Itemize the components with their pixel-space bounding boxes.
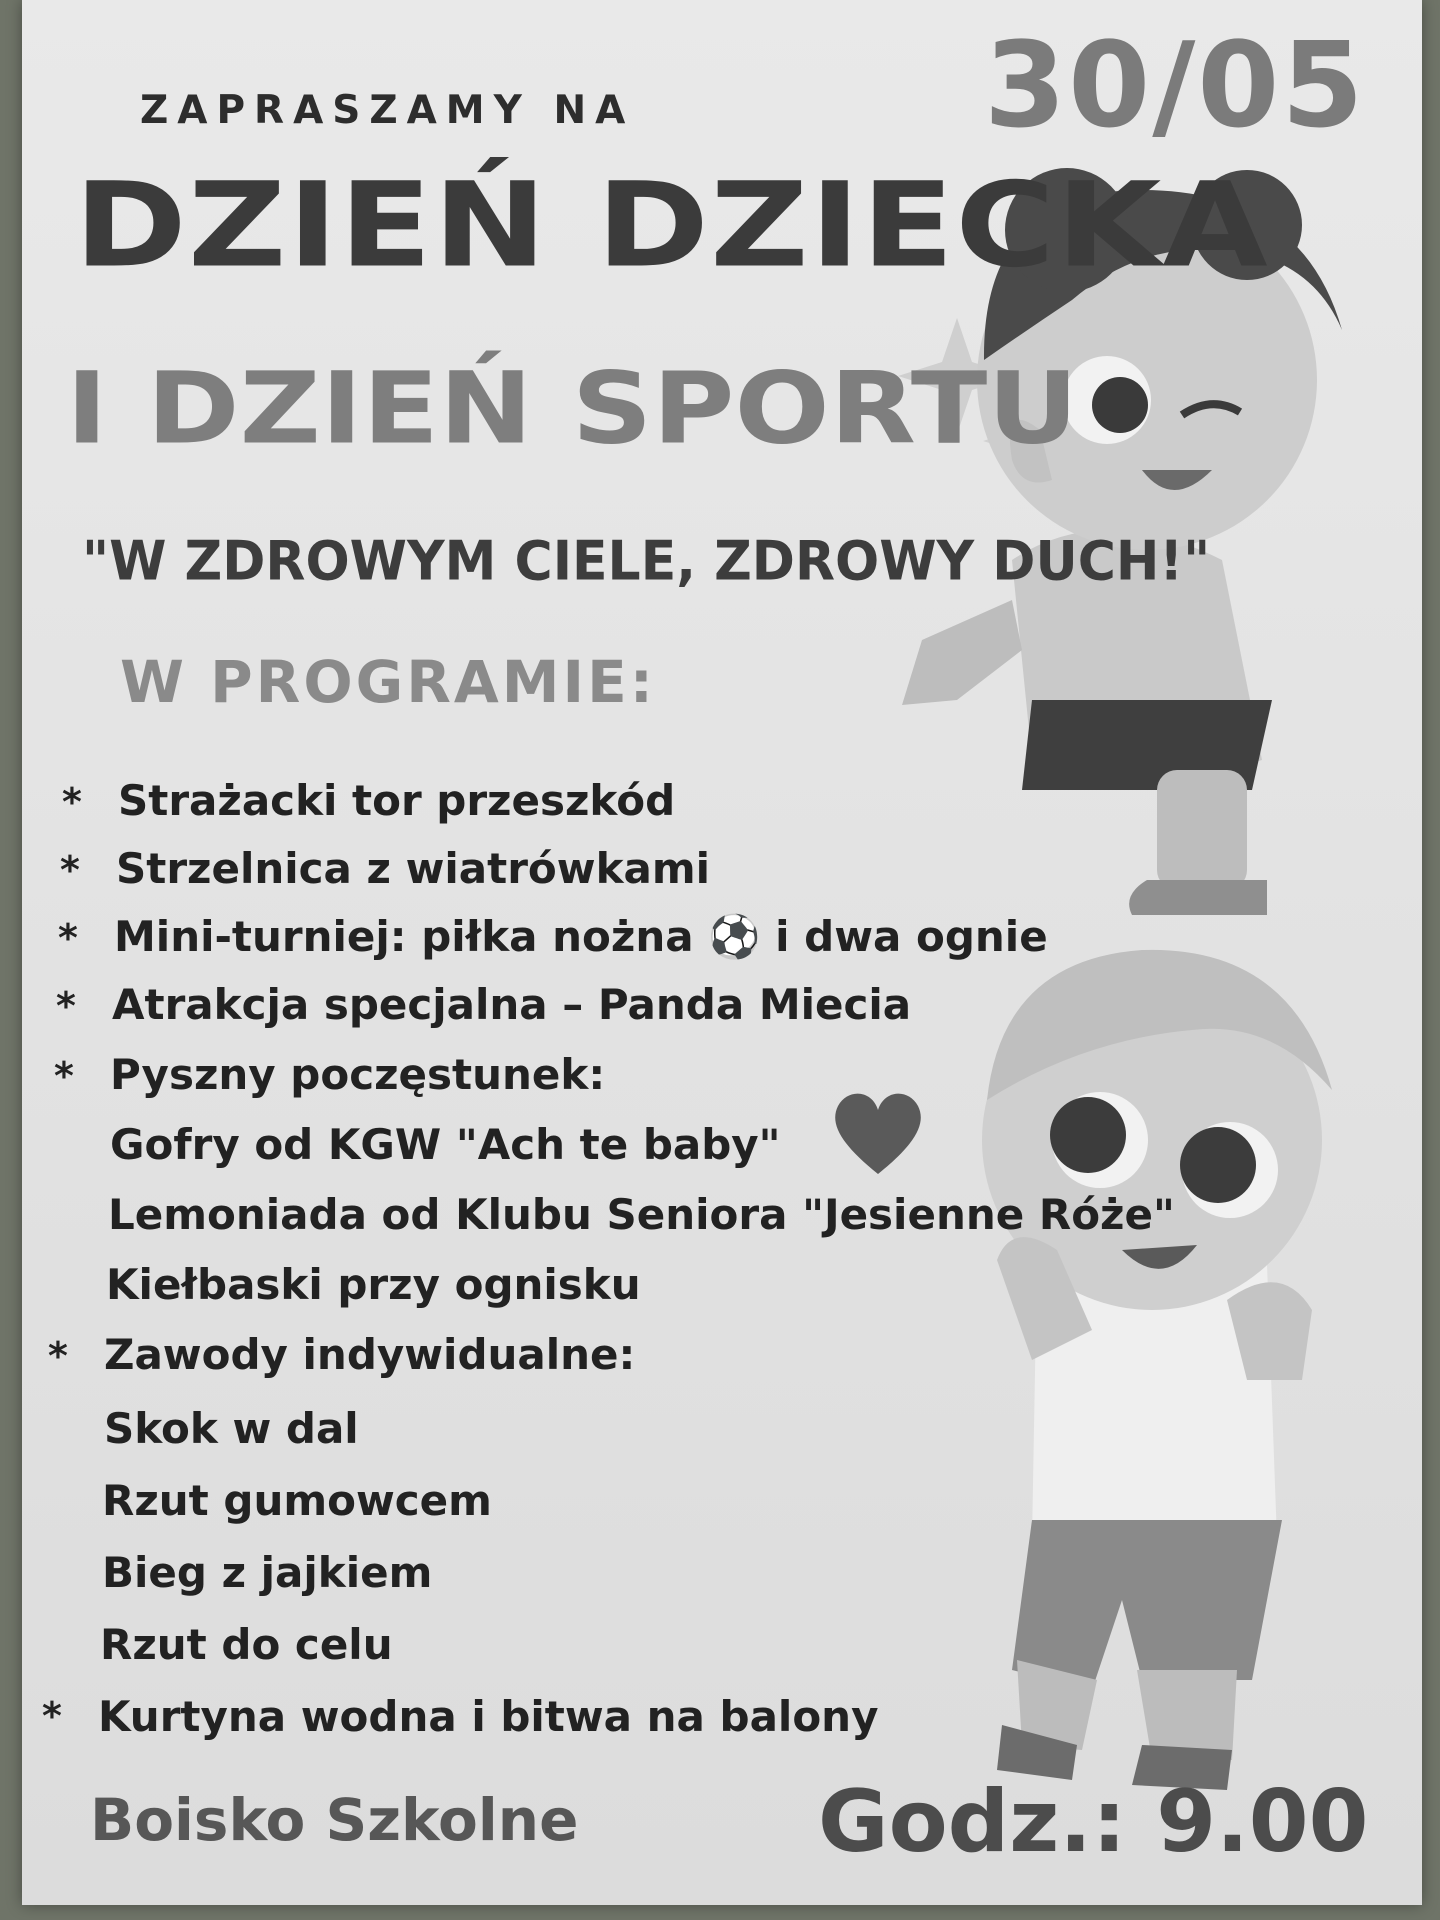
list-item: Strzelnica z wiatrówkami bbox=[116, 844, 711, 893]
invite-text: ZAPRASZAMY NA bbox=[140, 88, 635, 133]
list-item: Pyszny poczęstunek: bbox=[110, 1050, 606, 1099]
bullet-star: * bbox=[42, 1694, 62, 1738]
boy-figure bbox=[982, 950, 1332, 1790]
list-item: Rzut do celu bbox=[100, 1620, 393, 1669]
list-item: Bieg z jajkiem bbox=[102, 1548, 433, 1597]
bullet-star: * bbox=[48, 1334, 68, 1378]
list-item: Zawody indywidualne: bbox=[104, 1330, 636, 1379]
list-item: Lemoniada od Klubu Seniora "Jesienne Róże" bbox=[108, 1190, 1175, 1239]
list-item: Mini-turniej: piłka nożna ⚽ i dwa ognie bbox=[114, 912, 1048, 961]
bullet-star: * bbox=[54, 1054, 74, 1098]
bullet-star: * bbox=[56, 984, 76, 1028]
venue-text: Boisko Szkolne bbox=[90, 1786, 579, 1854]
bullet-star: * bbox=[62, 780, 82, 824]
title-childrens-day: DZIEŃ DZIECKA bbox=[74, 158, 1269, 294]
poster-sheet bbox=[22, 0, 1422, 1905]
event-date: 30/05 bbox=[984, 16, 1366, 154]
list-item: Atrakcja specjalna – Panda Miecia bbox=[112, 980, 912, 1029]
event-time: Godz.: 9.00 bbox=[818, 1772, 1369, 1872]
heart-icon bbox=[828, 1082, 928, 1178]
list-item: Skok w dal bbox=[104, 1404, 359, 1453]
title-sports-day: I DZIEŃ SPORTU bbox=[66, 352, 1079, 467]
list-item: Kiełbaski przy ognisku bbox=[106, 1260, 641, 1309]
list-item: Kurtyna wodna i bitwa na balony bbox=[98, 1692, 879, 1741]
list-item: Rzut gumowcem bbox=[102, 1476, 492, 1525]
motto: "W ZDROWYM CIELE, ZDROWY DUCH!" bbox=[82, 530, 1211, 593]
bullet-star: * bbox=[58, 916, 78, 960]
list-item: Gofry od KGW "Ach te baby" bbox=[110, 1120, 781, 1169]
bullet-star: * bbox=[60, 848, 80, 892]
list-item: Strażacki tor przeszkód bbox=[118, 776, 676, 825]
program-heading: W PROGRAMIE: bbox=[120, 648, 656, 716]
